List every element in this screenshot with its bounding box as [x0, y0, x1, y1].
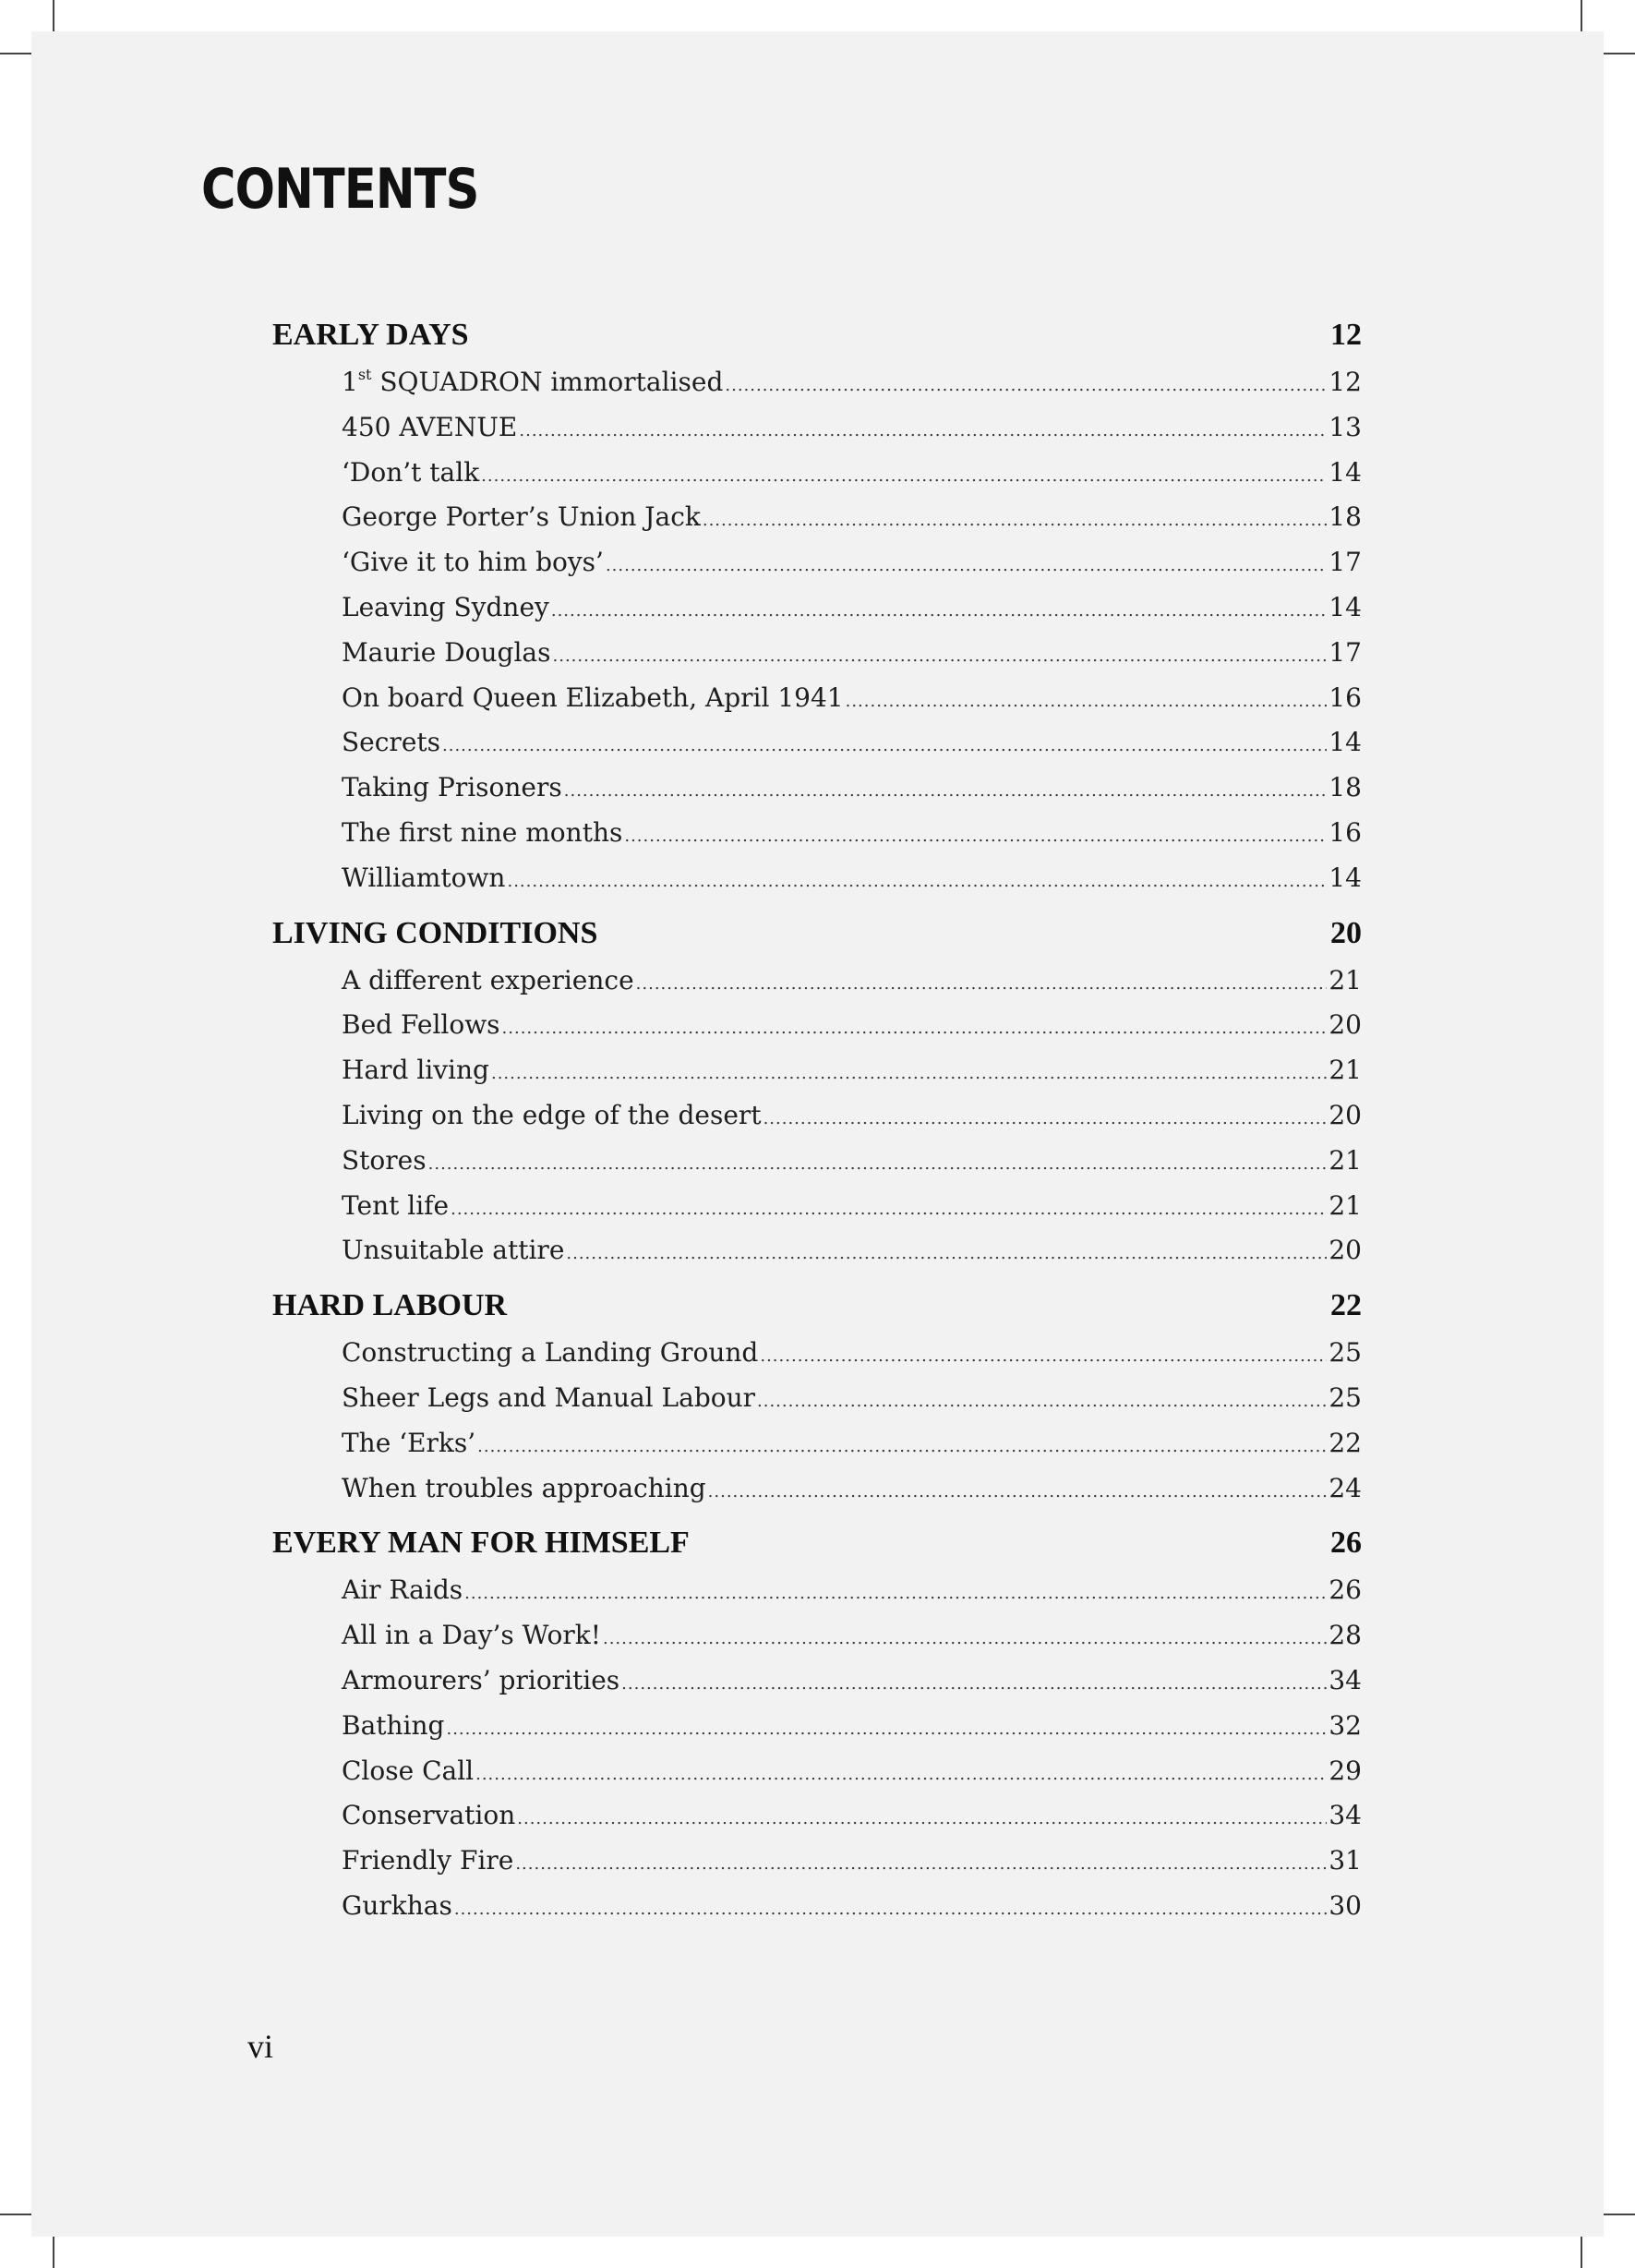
entry-title — [342, 856, 505, 901]
toc-entry — [272, 1376, 1362, 1421]
dot-leader — [725, 364, 1327, 409]
dot-leader — [454, 1888, 1328, 1933]
toc-entry — [272, 959, 1362, 1004]
toc-entry — [272, 856, 1362, 901]
entry-title-text: 450 AVENUE — [342, 411, 518, 442]
entry-title-text: On board Queen Elizabeth, April 1941 — [342, 682, 844, 713]
toc-entry — [272, 1659, 1362, 1704]
entry-title — [342, 1884, 452, 1929]
entry-page-number: 20 — [1328, 1235, 1362, 1266]
entry-title-text: ‘Don’t talk — [342, 456, 480, 488]
entry-page-number: 16 — [1328, 816, 1362, 848]
dot-leader — [475, 1753, 1327, 1798]
entry-title-text: Air Raids — [342, 1574, 463, 1606]
entry-title — [342, 1466, 706, 1512]
entry-title-text: Stores — [342, 1144, 427, 1176]
toc-entry — [272, 631, 1362, 676]
toc-entry — [272, 1466, 1362, 1512]
toc-entry — [272, 1568, 1362, 1613]
dot-leader — [846, 680, 1328, 725]
section-heading-row — [272, 1281, 1362, 1331]
entry-page-number: 25 — [1328, 1381, 1362, 1413]
entry-title — [342, 585, 549, 631]
dot-leader — [606, 544, 1327, 589]
section-page-number: 12 — [1330, 318, 1362, 352]
entry-title — [342, 451, 479, 496]
entry-page-number: 20 — [1328, 1009, 1362, 1041]
dot-leader — [481, 454, 1327, 500]
entry-page-number: 22 — [1328, 1427, 1362, 1458]
entry-title — [342, 1793, 515, 1839]
entry-page-number: 21 — [1328, 964, 1362, 995]
toc-entry — [272, 495, 1362, 540]
toc-entry — [272, 720, 1362, 766]
toc-entry — [272, 1884, 1362, 1929]
dot-leader — [636, 962, 1328, 1007]
entry-page-number: 14 — [1328, 591, 1362, 622]
dot-leader — [603, 1617, 1327, 1662]
entry-title-text: A different experience — [342, 964, 634, 995]
entry-title-text: All in a Day’s Work! — [342, 1620, 601, 1651]
entry-title — [342, 1659, 619, 1704]
toc-entry — [272, 1793, 1362, 1839]
entry-page-number: 28 — [1328, 1620, 1362, 1651]
dot-leader — [507, 860, 1327, 905]
entry-title-text: Taking Prisoners — [342, 772, 562, 803]
entry-title-text: Friendly Fire — [342, 1845, 514, 1876]
section-heading-row — [272, 1518, 1362, 1568]
entry-title — [342, 1568, 463, 1613]
entry-page-number: 26 — [1328, 1574, 1362, 1606]
dot-leader — [446, 1707, 1327, 1753]
entry-page-number: 34 — [1328, 1800, 1362, 1831]
entry-page-number: 12 — [1328, 367, 1362, 397]
entry-title-text: Conservation — [342, 1800, 516, 1831]
entry-title — [342, 1228, 564, 1273]
entry-title — [342, 811, 622, 856]
dot-leader — [566, 1232, 1327, 1277]
entry-page-number: 17 — [1328, 636, 1362, 668]
entry-title — [342, 1048, 489, 1093]
entry-page-number: 31 — [1328, 1845, 1362, 1876]
entry-title — [342, 495, 701, 540]
entry-title-prefix: 1 — [342, 367, 358, 397]
toc-section — [272, 909, 1362, 1274]
entry-title — [342, 1376, 755, 1421]
entry-title — [342, 959, 634, 1004]
toc-section — [272, 1518, 1362, 1928]
dot-leader — [703, 499, 1328, 544]
toc-entry — [272, 1331, 1362, 1376]
entry-title-text: Close Call — [342, 1755, 475, 1786]
section-heading: EVERY MAN FOR HIMSELF — [272, 1526, 690, 1561]
entry-page-number: 14 — [1328, 727, 1362, 758]
toc-entry — [272, 676, 1362, 721]
dot-leader — [553, 634, 1328, 680]
toc-entry — [272, 1184, 1362, 1229]
entry-page-number: 32 — [1328, 1709, 1362, 1741]
entry-page-number: 34 — [1328, 1664, 1362, 1695]
entry-title-text: Secrets — [342, 727, 441, 758]
entry-title — [342, 1704, 444, 1749]
dot-leader — [551, 589, 1328, 634]
entry-page-number: 29 — [1328, 1755, 1362, 1786]
entry-page-number: 17 — [1328, 547, 1362, 578]
toc-entry — [272, 766, 1362, 811]
toc-section — [272, 310, 1362, 901]
entry-page-number: 30 — [1328, 1889, 1362, 1921]
dot-leader — [517, 1797, 1327, 1842]
entry-page-number: 21 — [1328, 1144, 1362, 1176]
entry-page-number: 21 — [1328, 1055, 1362, 1086]
table-of-contents — [272, 310, 1362, 1936]
entry-page-number: 18 — [1328, 501, 1362, 533]
section-page-number: 26 — [1330, 1526, 1362, 1561]
toc-entry — [272, 1003, 1362, 1048]
entry-title-text: When troubles approaching — [342, 1472, 706, 1503]
entry-page-number: 24 — [1328, 1472, 1362, 1503]
entry-title-text: Unsuitable attire — [342, 1235, 565, 1266]
entry-page-number: 14 — [1328, 862, 1362, 893]
section-heading: HARD LABOUR — [272, 1288, 508, 1323]
entry-title — [342, 1749, 474, 1794]
entry-title — [342, 405, 517, 451]
entry-title-text: The ‘Erks’ — [342, 1427, 476, 1458]
entry-title — [342, 766, 562, 811]
entry-title-text: Sheer Legs and Manual Labour — [342, 1381, 756, 1413]
entry-page-number: 13 — [1328, 411, 1362, 442]
dot-leader — [757, 1380, 1327, 1425]
section-entries — [272, 1568, 1362, 1928]
entry-title-text: George Porter’s Union Jack — [342, 501, 701, 533]
entry-page-number: 16 — [1328, 682, 1362, 713]
entry-title — [342, 1003, 500, 1048]
dot-leader — [464, 1572, 1327, 1617]
section-heading: LIVING CONDITIONS — [272, 915, 598, 950]
toc-entry — [272, 1613, 1362, 1659]
toc-entry — [272, 1048, 1362, 1093]
dot-leader — [621, 1662, 1327, 1707]
entry-title-text: Gurkhas — [342, 1889, 452, 1921]
entry-title-text: Armourers’ priorities — [342, 1664, 620, 1695]
entry-title — [342, 631, 551, 676]
toc-entry — [272, 540, 1362, 585]
dot-leader — [428, 1142, 1328, 1188]
entry-title-text: Tent life — [342, 1189, 450, 1221]
dot-leader — [451, 1188, 1327, 1233]
section-entries — [272, 959, 1362, 1274]
dot-leader — [760, 1334, 1327, 1380]
entry-title-text: Bathing — [342, 1709, 445, 1741]
entry-title-text: Williamtown — [342, 862, 506, 893]
dot-leader — [477, 1425, 1327, 1470]
entry-page-number: 25 — [1328, 1337, 1362, 1369]
entry-title-text: ‘Give it to him boys’ — [342, 547, 604, 578]
entry-title — [342, 1093, 762, 1139]
entry-title — [342, 1421, 475, 1466]
page-number: vi — [247, 2028, 274, 2065]
page-title: CONTENTS — [201, 157, 479, 222]
entry-title — [342, 1839, 513, 1884]
entry-title — [342, 1139, 427, 1184]
toc-entry — [272, 1704, 1362, 1749]
dot-leader — [624, 814, 1327, 860]
section-page-number: 22 — [1330, 1288, 1362, 1323]
toc-entry — [272, 360, 1362, 405]
entry-title-superscript: st — [357, 366, 372, 383]
toc-entry — [272, 405, 1362, 451]
dot-leader — [502, 1007, 1328, 1052]
toc-entry — [272, 1839, 1362, 1884]
section-heading: EARLY DAYS — [272, 318, 469, 352]
toc-entry — [272, 1139, 1362, 1184]
entry-page-number: 20 — [1328, 1099, 1362, 1130]
dot-leader — [519, 409, 1327, 454]
toc-entry — [272, 585, 1362, 631]
toc-entry — [272, 811, 1362, 856]
section-entries — [272, 1331, 1362, 1511]
section-heading-row — [272, 310, 1362, 360]
section-heading-row — [272, 909, 1362, 959]
entry-page-number: 18 — [1328, 772, 1362, 803]
entry-title — [342, 1613, 601, 1659]
entry-title-text: Constructing a Landing Ground — [342, 1337, 759, 1369]
toc-entry — [272, 451, 1362, 496]
entry-title — [342, 720, 440, 766]
dot-leader — [442, 724, 1327, 769]
entry-page-number: 14 — [1328, 456, 1362, 488]
dot-leader — [564, 769, 1328, 814]
toc-entry — [272, 1749, 1362, 1794]
entry-title-text: Living on the edge of the desert — [342, 1099, 762, 1130]
entry-title-text: Bed Fellows — [342, 1009, 500, 1041]
dot-leader — [708, 1470, 1328, 1515]
entry-title — [342, 1331, 758, 1376]
dot-leader — [515, 1842, 1327, 1888]
entry-title-text: The first nine months — [342, 816, 623, 848]
entry-title — [342, 1184, 449, 1229]
section-page-number: 20 — [1330, 915, 1362, 950]
entry-title-text: Maurie Douglas — [342, 636, 551, 668]
toc-entry — [272, 1421, 1362, 1466]
entry-page-number: 21 — [1328, 1189, 1362, 1221]
toc-section — [272, 1281, 1362, 1511]
entry-title — [342, 360, 723, 405]
entry-title — [342, 676, 844, 721]
entry-title-text: Leaving Sydney — [342, 591, 549, 622]
toc-entry — [272, 1228, 1362, 1273]
entry-title-text: SQUADRON immortalised — [371, 367, 724, 397]
dot-leader — [763, 1097, 1328, 1142]
entry-title — [342, 540, 604, 585]
entry-title-text: Hard living — [342, 1055, 489, 1086]
dot-leader — [491, 1052, 1327, 1097]
section-entries — [272, 360, 1362, 901]
toc-entry — [272, 1093, 1362, 1139]
